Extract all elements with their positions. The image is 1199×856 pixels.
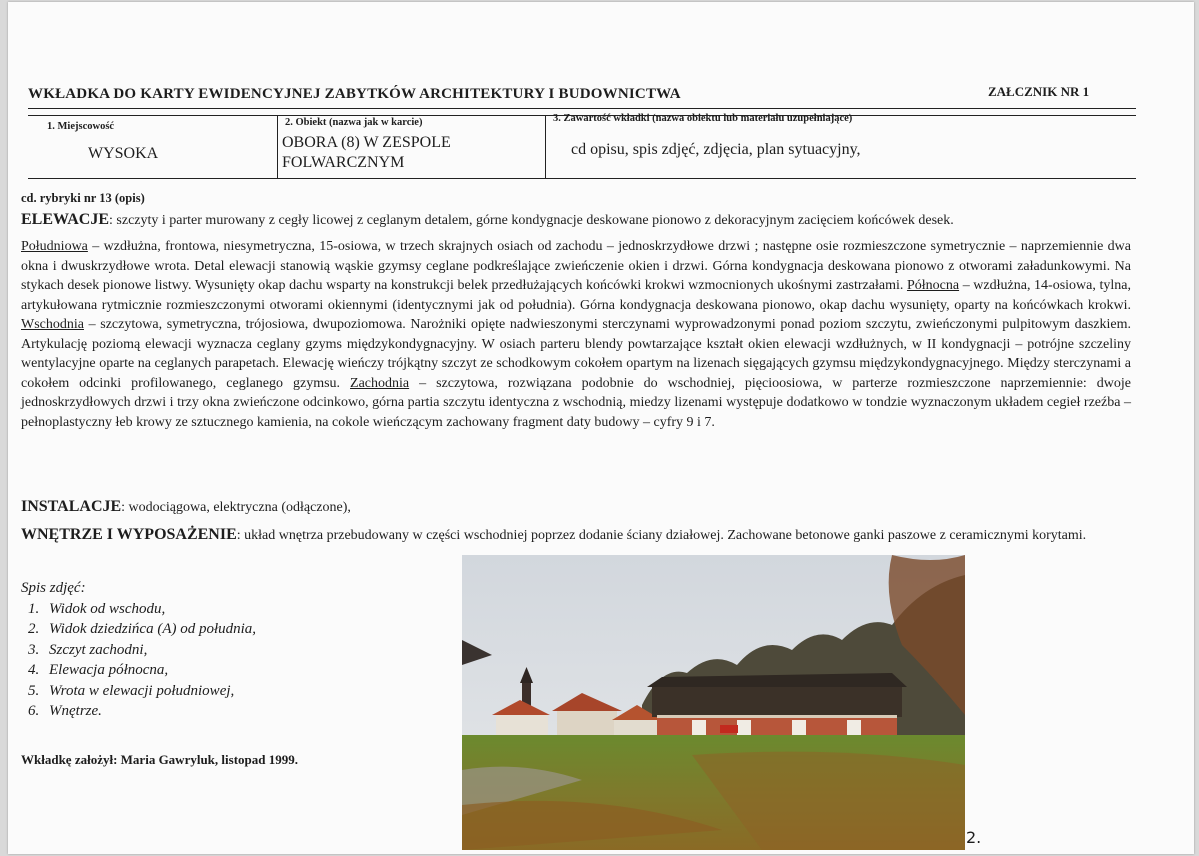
- east-elevation-label: Wschodnia: [21, 317, 84, 332]
- elevations-label: ELEWACJE: [21, 211, 110, 228]
- photo-list-item: 5. Wrota w elewacji południowej,: [43, 681, 256, 702]
- locality-value: WYSOKA: [88, 145, 159, 162]
- continuation-note: cd. rybryki nr 13 (opis): [21, 191, 145, 205]
- interior-paragraph: [21, 525, 1131, 546]
- header-divider-2: [545, 115, 546, 178]
- locality-label: 1. Miejscowość: [47, 121, 115, 132]
- interior-label: WNĘTRZE I WYPOSAŻENIE: [21, 526, 237, 543]
- header-divider-1: [277, 115, 278, 178]
- south-elevation-text: – wzdłużna, frontowa, niesymetryczna, 15-osiowa, w trzech skrajnych osiach od zachodu – jednoskrzydłowe drzwi ; następne osie rozmieszczone symetrycznie – naprzemiennie dwa okna i dwuskrzydłowe wrota. Detal elewacji stanowią wąskie gzymsy ceglane podkreślające zwieńczenie okien i drzwi. Górna kondygnacja deskowana pionowo z otworami załadunkowymi. Na stykach desek pionowe listwy. Wysunięty okap dachu wsparty na konstrukcji belek przedłużających końcówki krokwi wzmocnionych ukośnymi zastrzałami.: [21, 239, 1131, 293]
- elevation-description: [21, 237, 1131, 432]
- photo-list-item: 2. Widok dziedzińca (A) od południa,: [43, 619, 256, 640]
- header-top-rule: [28, 108, 1136, 109]
- object-label: 2. Obiekt (nazwa jak w karcie): [285, 117, 423, 128]
- installations-text: : wodociągowa, elektryczna (odłączone),: [121, 500, 351, 515]
- barn-photo-image: [462, 555, 965, 850]
- photo-list: [21, 578, 256, 722]
- photo-list-item: 4. Elewacja północna,: [43, 660, 256, 681]
- contents-value: cd opisu, spis zdjęć, zdjęcia, plan sytuacyjny,: [571, 141, 861, 158]
- interior-text: : układ wnętrza przebudowany w części wschodniej poprzez dodanie ściany działowej. Zachowane betonowe ganki paszowe z ceramicznymi korytami.: [236, 528, 1087, 543]
- installations-paragraph: [21, 497, 1131, 518]
- north-elevation-label: Północna: [906, 278, 960, 293]
- elevations-text: : szczyty i parter murowany z cegły licowej z ceglanym detalem, górne kondygnacje deskowane pionowo z dekoracyjnym zacięciem końcówek desek.: [109, 213, 954, 228]
- installations-label: INSTALACJE: [21, 498, 122, 515]
- photo-number: 2.: [966, 828, 982, 847]
- elevations-paragraph: [21, 210, 1131, 231]
- west-elevation-label: Zachodnia: [350, 375, 410, 391]
- west-elevation-text: – szczytowa, rozwiązana podobnie do wschodniej, pięcioosiowa, w parterze rozmieszczone naprzemiennie: dwoje jednoskrzydłowych drzwi i trzy okna zwieńczone odcinkowo, górna partia szczytu identyczna z wschodnią, miedzy lizenami występuje dodatkowo w tondzie wyznaczonym układem cegieł rzeźba – pełnoplastyczny łeb krowy ze sztucznego kamienia, na cokole wieńczącym zachowany fragment daty budowy – cyfry 9 i 7.: [21, 375, 1131, 430]
- annex-number: ZAŁCZNIK NR 1: [988, 84, 1090, 99]
- barn-photo: [462, 555, 965, 850]
- header-bottom-rule: [28, 178, 1136, 179]
- contents-label: 3. Zawartość wkładki (nazwa obiektu lub materiału uzupełniające): [553, 113, 853, 124]
- photo-list-title: Spis zdjęć:: [21, 580, 86, 596]
- photo-list-item: 3. Szczyt zachodni,: [43, 640, 256, 661]
- author-note: Wkładkę założył: Maria Gawryluk, listopad 1999.: [21, 752, 298, 767]
- east-elevation-text: – szczytowa, symetryczna, trójosiowa, dwupoziomowa. Narożniki opięte nadwieszonymi sterczynami wyprowadzonymi ponad poziom szczytu, zwieńczonymi pulpitowym daszkiem. Artykulację poziomą elewacji wyznacza ceglany gzyms międzykondygnacyjny. W osiach parteru blendy powtarzające kształt okien elewacji wzdłużnych, w II kondygnacji – potrójne szczeliny wentylacyjne oparte na ceglanych parapetach. Elewację wieńczy trójkątny szczyt ze schodkowym cokołem opartym na lizenach sięgających gzymsu międzykondygnacyjnego. Między sterczynami a cokołem odcinki profilowanego, ceglanego gzymsu.: [21, 317, 1131, 391]
- object-value-line2: FOLWARCZNYM: [282, 154, 405, 171]
- photo-list-item: 1. Widok od wschodu,: [43, 599, 256, 620]
- south-elevation-label: Południowa: [21, 239, 88, 254]
- north-elevation-text: – wzdłużna, 14-osiowa, tylna, artykułowana rytmicznie rozmieszczonymi otworami okiennymi (identycznymi jak od południa). Górna kondygnacja deskowana pionowo, okap dachu wysunięty, oparty na końcówkach krokwi.: [21, 278, 1131, 313]
- document-title: WKŁADKA DO KARTY EWIDENCYJNEJ ZABYTKÓW ARCHITEKTURY I BUDOWNICTWA: [28, 86, 681, 102]
- photo-list-item: 6. Wnętrze.: [43, 701, 256, 722]
- object-value-line1: OBORA (8) W ZESPOLE: [282, 134, 451, 151]
